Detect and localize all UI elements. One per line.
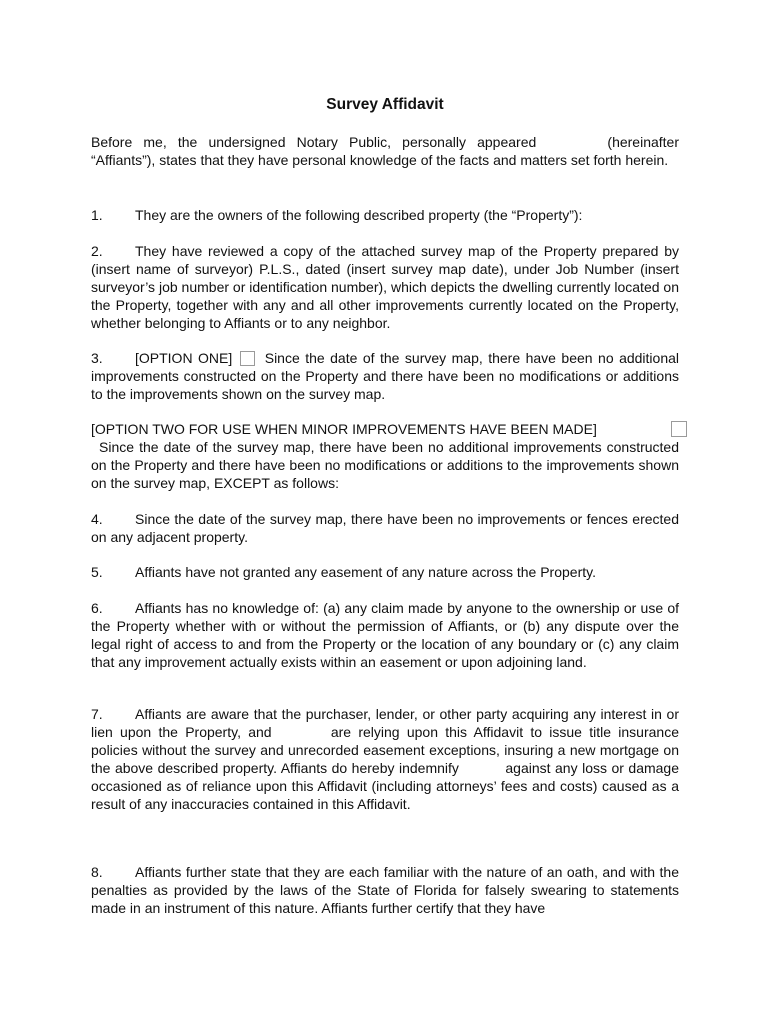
- paragraph-number: 5.: [91, 564, 103, 580]
- paragraph-number: 6.: [91, 600, 103, 616]
- paragraph-number: 8.: [91, 864, 103, 880]
- intro-text-part1: Before me, the undersigned Notary Public, personally appeared: [91, 134, 537, 150]
- option-two-checkbox[interactable]: [671, 421, 687, 437]
- paragraph-text: Since the date of the survey map, there have been no additional improvements constructed on the Property and there have been no modifications or additions to the improvements shown on the survey map.: [91, 350, 680, 402]
- paragraph-3: [91, 350, 679, 404]
- intro-paragraph: [91, 134, 679, 170]
- paragraph-4: [91, 511, 679, 547]
- paragraph-text: They are the owners of the following described property (the “Property”):: [135, 207, 583, 223]
- paragraph-6: [91, 600, 679, 672]
- paragraph-text: Affiants have not granted any easement of any nature across the Property.: [135, 564, 596, 580]
- option-two-paragraph: [91, 421, 679, 493]
- option-one-checkbox[interactable]: [240, 351, 255, 366]
- paragraph-number: 7.: [91, 706, 103, 722]
- intro-text-part2: (hereinafter “Affiants”), states that they have personal knowledge of the facts and matters set forth herein.: [91, 134, 679, 168]
- paragraph-text-part3: against any loss or damage occasioned as of reliance upon this Affidavit (including attorneys’ fees and costs) caused as a result of any inaccuracies contained in this Affidavit.: [91, 759, 679, 812]
- paragraph-text: They have reviewed a copy of the attached survey map of the Property prepared by (insert name of surveyor) P.L.S., dated (insert survey map date), under Job Number (insert surveyor’s job number or identification number), which depicts the dwelling currently located on the Property, together with any and all other improvements currently located on the Property, whether belonging to Affiants or to any neighbor.: [91, 243, 679, 331]
- paragraph-text-part1: Affiants are aware that the purchaser, lender, or other party acquiring any interest in or lien upon the Property, and: [91, 706, 679, 740]
- paragraph-2: [91, 243, 679, 333]
- paragraph-1: [91, 207, 679, 225]
- option-one-label: [OPTION ONE]: [135, 350, 233, 366]
- paragraph-5: [91, 564, 679, 582]
- paragraph-text: Affiants has no knowledge of: (a) any claim made by anyone to the ownership or use of the Property whether with or without the permission of Affiants, or (b) any dispute over the legal right of access to and from the Property or the location of any boundary or (c) any claim that any improvement actually exists within an easement or upon adjoining land.: [91, 600, 679, 670]
- paragraph-number: 4.: [91, 511, 103, 527]
- option-two-label: [OPTION TWO FOR USE WHEN MINOR IMPROVEMENTS HAVE BEEN MADE]: [91, 421, 597, 437]
- paragraph-8: [91, 864, 679, 918]
- paragraph-text: Since the date of the survey map, there have been no improvements or fences erected on any adjacent property.: [91, 511, 679, 545]
- paragraph-7: [91, 706, 679, 813]
- paragraph-text: Affiants further state that they are each familiar with the nature of an oath, and with the penalties as provided by the laws of the State of Florida for falsely swearing to statements made in an instrument of this nature. Affiants further certify that they have: [91, 864, 679, 916]
- option-two-text: Since the date of the survey map, there have been no additional improvements constructed on the Property and there have been no modifications or additions to the improvements shown on the survey map, EXCEPT as follows:: [91, 438, 679, 491]
- document-title: Survey Affidavit: [326, 96, 444, 113]
- paragraph-number: 2.: [91, 243, 103, 259]
- paragraph-number: 1.: [91, 207, 103, 223]
- paragraph-text-part2: are relying upon this Affidavit to issue title insurance policies without the survey and unrecorded easement exceptions, insuring a new mortgage on the above described property. Affiants do hereby indemnify: [91, 723, 679, 776]
- paragraph-number: 3.: [91, 350, 103, 366]
